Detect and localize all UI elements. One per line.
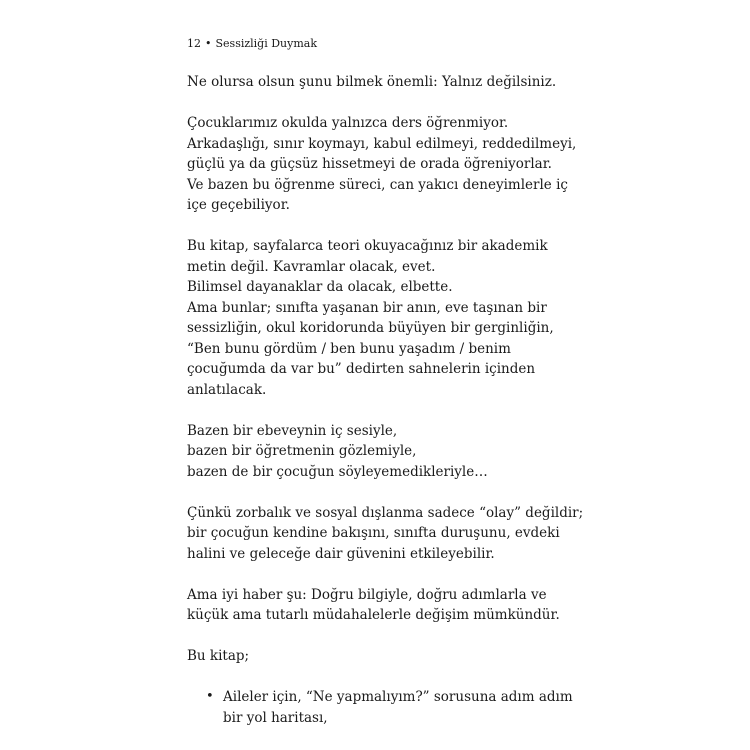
paragraph-gap xyxy=(187,626,567,647)
text-line: metin değil. Kavramlar olacak, evet. xyxy=(187,258,436,275)
text-line: Çünkü zorbalık ve sosyal dışlanma sadece “olay” değildir; xyxy=(187,504,584,521)
paragraph-gap xyxy=(187,564,567,585)
text-line: bazen de bir çocuğun söyleyemedikleriyle… xyxy=(187,463,488,480)
text-line: Bilimsel dayanaklar da olacak, elbette. xyxy=(187,279,453,295)
text-line: Arkadaşlığı, sınır koymayı, kabul edilmeyi, reddedilmeyi, xyxy=(187,135,577,152)
bullet-text-line: Aileler için, “Ne yapmalıyım?” sorusuna adım adım xyxy=(223,689,573,705)
paragraph-gap xyxy=(187,400,567,421)
text-line: sessizliğin, okul koridorunda büyüyen bir gerginliğin, xyxy=(187,320,554,336)
text-line: küçük ama tutarlı müdahalelerle değişim mümkündür. xyxy=(187,607,560,623)
text-line: güçlü ya da güçsüz hissetmeyi de orada öğreniyorlar. xyxy=(187,156,552,172)
text-line: Ama iyi haber şu: Doğru bilgiyle, doğru adımlarla ve xyxy=(187,586,547,603)
bullet-dot-icon: • xyxy=(206,689,214,704)
text-line: Ve bazen bu öğrenme süreci, can yakıcı deneyimlerle iç xyxy=(187,176,568,193)
paragraph xyxy=(187,236,567,400)
text-line: Bu kitap; xyxy=(187,648,250,664)
text-line: Çocuklarımız okulda yalnızca ders öğrenmiyor. xyxy=(187,115,509,131)
text-line: anlatılacak. xyxy=(187,381,267,398)
running-head-separator: • xyxy=(205,37,212,50)
paragraph-gap xyxy=(187,482,567,503)
paragraph xyxy=(187,503,584,565)
paragraph xyxy=(187,72,567,93)
text-line: bir çocuğun kendine bakışını, sınıfta duruşunu, evdeki xyxy=(187,525,560,541)
paragraph-gap xyxy=(187,93,567,114)
paragraph-gap xyxy=(187,667,567,688)
paragraph-gap xyxy=(187,216,567,237)
text-line: bazen bir öğretmenin gözlemiyle, xyxy=(187,443,417,459)
text-line: Bu kitap, sayfalarca teori okuyacağınız bir akademik xyxy=(187,238,548,254)
paragraph xyxy=(187,646,567,667)
text-line: içe geçebiliyor. xyxy=(187,197,290,213)
text-line: Bazen bir ebeveynin iç sesiyle, xyxy=(187,422,398,439)
text-line: çocuğumda da var bu” dedirten sahnelerin içinden xyxy=(187,361,536,377)
bullet-item xyxy=(206,687,573,728)
text-line: halini ve geleceğe dair güvenini etkileyebilir. xyxy=(187,545,495,562)
running-head xyxy=(187,37,317,51)
text-line: “Ben bunu gördüm / ben bunu yaşadım / benim xyxy=(187,340,511,357)
paragraph xyxy=(187,585,567,626)
text-line: Ama bunlar; sınıfta yaşanan bir anın, eve taşınan bir xyxy=(187,299,547,316)
bullet-text-line: bir yol haritası, xyxy=(223,709,328,726)
running-head-title: Sessizliği Duymak xyxy=(215,37,318,50)
paragraph xyxy=(187,421,567,483)
text-line: Ne olursa olsun şunu bilmek önemli: Yalnız değilsiniz. xyxy=(187,74,557,90)
body-text xyxy=(187,72,584,728)
paragraph xyxy=(187,113,577,216)
page-number: 12 xyxy=(187,37,201,50)
